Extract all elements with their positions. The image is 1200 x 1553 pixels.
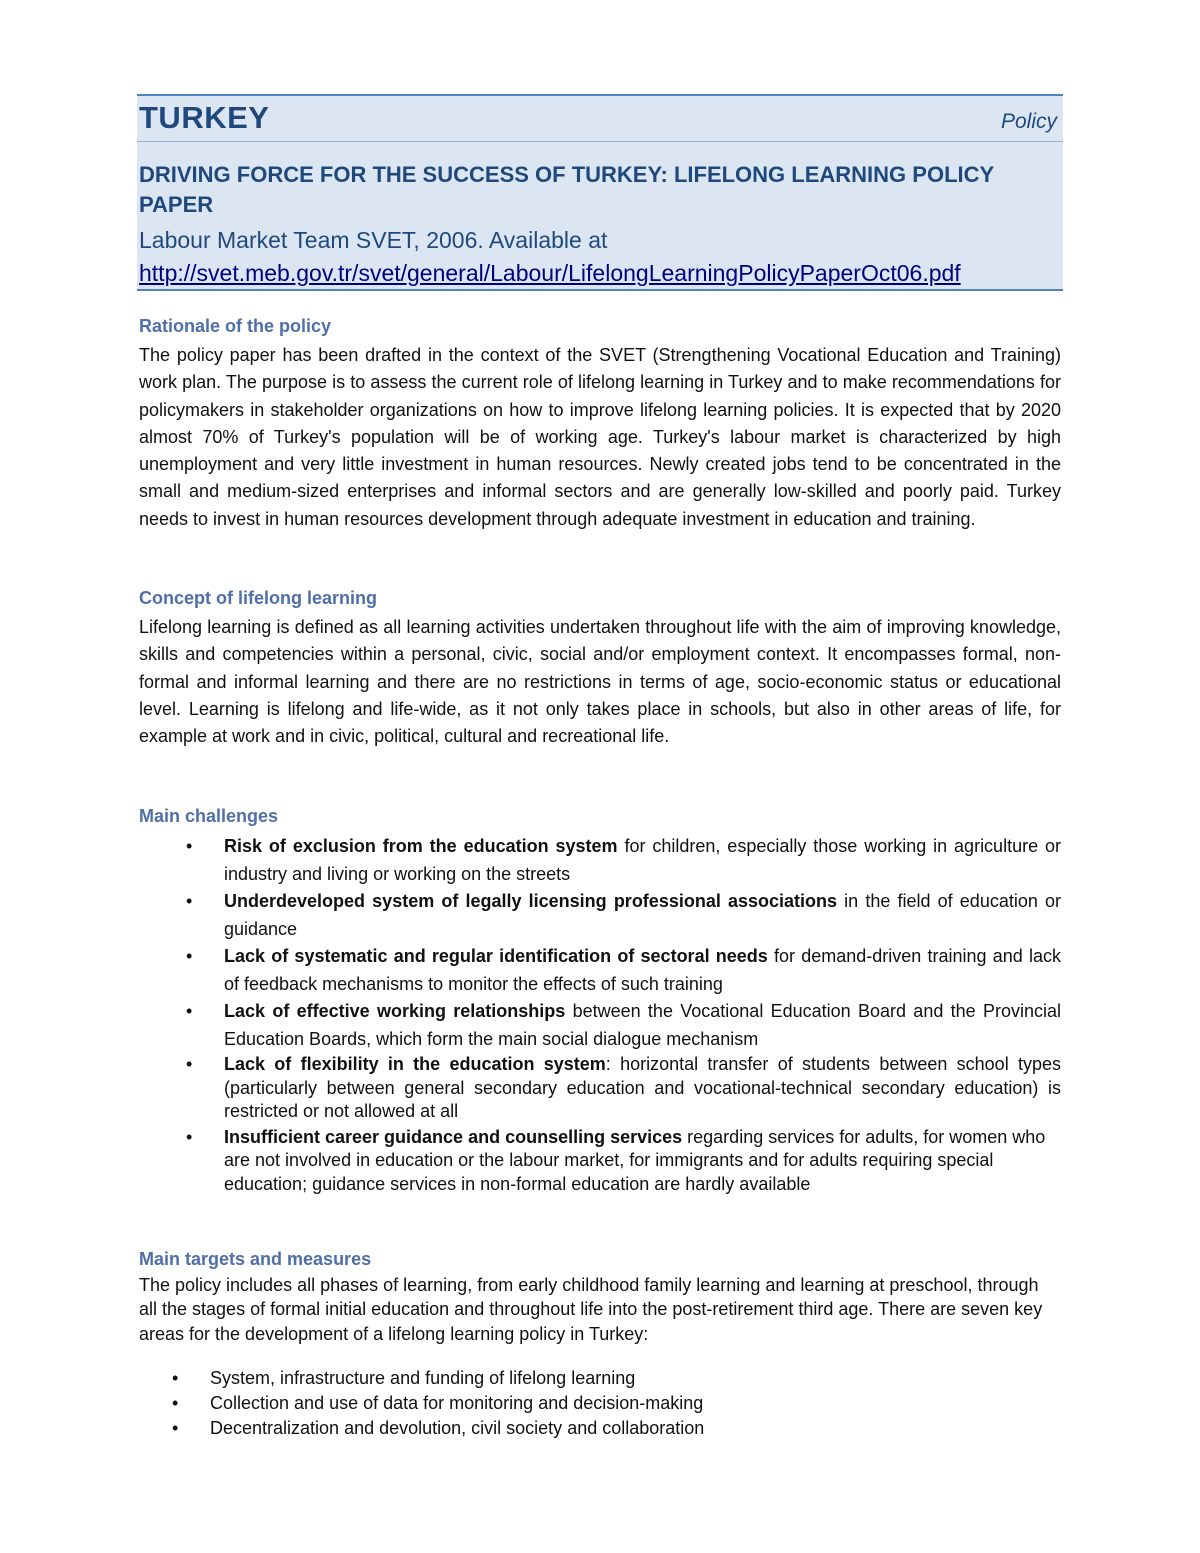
rationale-paragraph: The policy paper has been drafted in the context of the SVET (Strengthening Vocational Education and Training) work plan. The purpose is to assess the current role of lifelong learning in Turkey and to make recommendations for policymakers in stakeholder organizations on how to improve lifelong learning policies. It is expected that by 2020 almost 70% of Turkey's population will be of working age. Turkey's labour market is characterized by high unemployment and very little investment in human resources. Newly created jobs tend to be concentrated in the small and medium-sized enterprises and informal sectors and are generally low-skilled and poorly paid. Turkey needs to invest in human resources development through adequate investment in education and training. — [139, 345, 1061, 529]
targets-paragraph: The policy includes all phases of learning, from early childhood family learning and learning at preschool, through all the stages of formal initial education and throughout life into the post-retirement third age. There are seven key areas for the development of a lifelong learning policy in Turkey: — [139, 1275, 1043, 1344]
source-citation: Labour Market Team SVET, 2006. Available at — [139, 227, 608, 253]
list-item-text: for demand-driven training and lack of feedback mechanisms to monitor the effects of such training — [224, 946, 1062, 994]
list-item-bold: Risk of exclusion from the education system — [224, 836, 618, 856]
list-item-text: : horizontal transfer of students between school types (particularly between general secondary education and vocational-technical secondary education) is restricted or not allowed at all — [224, 1054, 1061, 1121]
list-item: • Risk of exclusion from the education system for children, especially those working in agriculture or industry and living or working on the streets — [186, 836, 1061, 884]
source-link[interactable]: http://svet.meb.gov.tr/svet/general/Labour/LifelongLearningPolicyPaperOct06.pdf — [139, 260, 961, 286]
list-item-text: Collection and use of data for monitoring and decision-making — [210, 1393, 704, 1413]
header-box — [137, 94, 1063, 291]
document-title: DRIVING FORCE FOR THE SUCCESS OF TURKEY: LIFELONG LEARNING POLICY PAPER — [139, 162, 994, 217]
list-item: • Lack of flexibility in the education system: horizontal transfer of students between school types (particularly between general secondary education and vocational-technical secondary education) is restricted or not allowed at all — [186, 1054, 1061, 1121]
section-heading-targets: Main targets and measures — [139, 1249, 372, 1269]
list-item: • Insufficient career guidance and counselling services regarding services for adults, for women who are not involved in education or the labour market, for immigrants and for adults requiring special education; guidance services in non-formal education are hardly available — [186, 1126, 1046, 1194]
list-item-bold: Underdeveloped system of legally licensing professional associations — [224, 891, 838, 911]
document-type: Policy — [1000, 110, 1057, 133]
list-item: • Lack of systematic and regular identification of sectoral needs for demand-driven training and lack of feedback mechanisms to monitor the effects of such training — [186, 946, 1062, 994]
list-item-text: in the field of education or guidance — [224, 891, 1062, 939]
list-item-text: regarding services for adults, for women who are not involved in education or the labour market, for immigrants and for adults requiring special education; guidance services in non-formal education are hardly available — [224, 1126, 1046, 1194]
list-item: • Decentralization and devolution, civil society and collaboration — [172, 1418, 705, 1438]
targets-list — [139, 1366, 1061, 1441]
section-heading-challenges: Main challenges — [139, 806, 279, 826]
list-item: • Collection and use of data for monitoring and decision-making — [172, 1393, 704, 1413]
challenges-list — [139, 833, 1061, 1196]
list-item: • Lack of effective working relationships between the Vocational Education Board and the Provincial Education Boards, which form the main social dialogue mechanism — [186, 1001, 1061, 1049]
concept-paragraph: Lifelong learning is defined as all learning activities undertaken throughout life with the aim of improving knowledge, skills and competencies within a personal, civic, social and/or employment context. It encompasses formal, non-formal and informal learning and there are no restrictions in terms of age, socio-economic status or educational level. Learning is lifelong and life-wide, as it not only takes place in schools, but also in other areas of life, for example at work and in civic, political, cultural and recreational life. — [139, 617, 1061, 747]
country-title: TURKEY — [139, 100, 270, 135]
list-item: • System, infrastructure and funding of lifelong learning — [172, 1368, 636, 1388]
country-row — [137, 96, 1063, 142]
list-item-text: System, infrastructure and funding of lifelong learning — [210, 1368, 636, 1388]
section-heading-rationale: Rationale of the policy — [139, 316, 332, 336]
list-item-bold: Lack of systematic and regular identification of sectoral needs — [224, 946, 768, 966]
list-item-text: between the Vocational Education Board and the Provincial Education Boards, which form the main social dialogue mechanism — [224, 1001, 1061, 1049]
section-heading-concept: Concept of lifelong learning — [139, 588, 377, 608]
list-item-text: for children, especially those working in agriculture or industry and living or working on the streets — [224, 836, 1061, 884]
list-item-bold: Lack of flexibility in the education system — [224, 1054, 606, 1074]
list-item-bold: Insufficient career guidance and counselling services — [224, 1126, 683, 1147]
list-item: • Underdeveloped system of legally licensing professional associations in the field of education or guidance — [186, 891, 1062, 939]
list-item-bold: Lack of effective working relationships — [224, 1001, 566, 1021]
list-item-text: Decentralization and devolution, civil society and collaboration — [210, 1418, 705, 1438]
